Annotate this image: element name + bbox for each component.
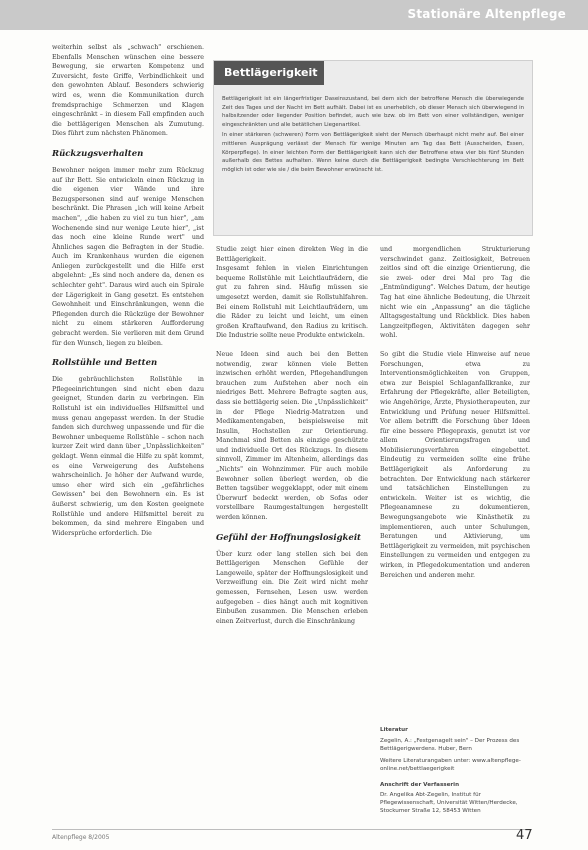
address-title: Anschrift der Verfasserin [380, 782, 460, 788]
footer-publication: Altenpflege 8/2005 [52, 834, 110, 841]
subheading: Rollstühle und Betten [52, 358, 158, 369]
subheading: Gefühl der Hoffnungslosigkeit [216, 532, 361, 543]
page-number: 47 [516, 828, 533, 843]
paragraph: und morgendlichen Strukturierung verschwindet ganz. Zeitlosigkeit, Betreuen zeitlos sind oft die einzige Orientierung, die sie zwei- oder drei Mal pro Tag die „Entmündigung". Welches Datum, der heutige Tag hat eine ähnliche Bedeutung, die Uhrzeit nicht wie ein „Anpassung" an die tägliche Alltagsgestaltung und Rückblick. Dies haben Langzeitpflegen, Aktivitäten dagegen sehr wohl. [380, 246, 530, 340]
paragraph: So gibt die Studie viele Hinweise auf neue Forschungen, etwa zu Interventionsmöglichkeiten von Gruppen, etwa zur Beispiel Schlaganfallkranke, zur Erfahrung der Pflegekräfte, aller Beteiligten, wie Angehörige, Ärzte, Physiotherapeuten, zur Entwicklung und Prüfung neuer Hilfsmittel. Vor allem betrifft die Forschung über Ideen für eine bessere Pflegepraxis, genutzt ist vor allem Orientierungsfragen und Mobilisierungsverfahren eingebettet. Eindeutig zu vermeiden sollte eine frühe Bettlägerigkeit als Anforderung zu betrachten. Der Entwicklung nach stärkerer und tatsächlichen Einstellungen zu entwickeln. Weiter ist es wichtig, die Pflegeanamnese zu dokumentieren, Bewegungsangebote wie Kinästhetik zu implementieren, auch unter Schulungen, Beratungen und Aktivierung, um Bettlägerigkeit zu vermeiden, mit psychischen Einstellungen zu vermeiden und entgegen zu wirken, in Pflegedokumentation und anderen Bereichen und anderen mehr. [380, 350, 530, 579]
header-bar [0, 0, 588, 30]
literature-title: Literatur [380, 727, 408, 733]
definition-paragraph: Bettlägerigkeit ist ein längerfristiger Daseinszustand, bei dem sich der betroffene Mensch die überwiegende Zeit des Tages und der Nacht im Bett aufhält. Dabei ist es unerheblich, ob dieser Mensch sich überwiegend in halbsitzender oder liegender Position befindet, auch wie bzw. ob im Bett von einer vollständigen, weniger eingeschränkten und alle betätlichen Liegenartikel. [222, 96, 524, 128]
definition-box-text [222, 95, 524, 176]
paragraph: Über kurz oder lang stellen sich bei den Bettlägerigen Menschen Gefühle der Langeweile, später der Hoffnungslosigkeit und Verzweiflung ein. Die Zeit wird nicht mehr gemessen, Fernsehen, Lesen usw. werden aufgegeben – dies hängt auch mit kognitiven Einbußen zusammen. Die Menschen erleben einen Zeitverlust, durch die Einschränkung [216, 550, 368, 625]
literature-entry: Weitere Literaturangaben unter: www.altenpflege-online.net/bettlaegerigkeit [380, 758, 521, 772]
definition-box [213, 60, 533, 236]
text-column-2 [216, 245, 368, 626]
paragraph: Neue Ideen sind auch bei den Betten notwendig, zwar können viele Betten inzwischen erhöht werden, Pflegehandlungen brauchen zum Aufstehen aber noch ein niedriges Bett. Mehrere Befragte sagten aus, dass sie bettlägerig seien. Die „Unpässlichkeit" in der Pflege Niedrig-Matratzen und Medikamentengaben, beispielsweise mit Insulin, Hochstellen zur Orientierung. Manchmal sind Betten als einzige geschützte und individuelle Ort des Rückzugs. In diesem sinnvoll, Zimmer im Altenheim, allerdings das „Nichts" ein Wohnzimmer. Für auch mobile Bewohner sollen überlegt werden, ob die Betten tagsüber weggeklappt, oder mit einem Überwurf bedeckt werden, ob Sofas oder vorstellbare Raumgestaltungen hergestellt werden können. [216, 350, 368, 522]
paragraph: weiterhin selbst als „schwach" erschienen. Ebenfalls Menschen wünschen eine bessere Bewegung, sie erwarten Kompetenz und Zuversicht, feste Griffe, Verbindlichkeit und den gewohnten Ablauf. Besonders schwierig wird es, wenn die Kommunikation durch fremdsprachige Schmerzen und Klagen eingeschränkt – in diesem Fall empfinden auch die bettlägerigen Menschen als Zumutung. Dies führt zum nächsten Phänomen. [52, 44, 204, 138]
paragraph: Studie zeigt hier einen direkten Weg in die Bettlägerigkeit. Insgesamt fehlen in vielen Einrichtungen bequeme Rollstühle mit Leichtlaufrädern, die gut zu fahren sind. Häufig müssen sie umgesetzt werden, damit sie Rollstuhlfahren. Bei einem Rollstuhl mit Leichtlaufrädern, um die Räder zu leicht und leicht, um einen großen Kraftaufwand, den Radius zu kritisch. Die Industrie sollte neue Produkte entwickeln. [216, 246, 368, 340]
footer-divider [52, 829, 532, 830]
definition-paragraph: In einer stärkeren (schweren) Form von Bettlägerigkeit sieht der Mensch überhaupt nicht mehr auf. Bei einer mittleren Ausprägung verlässt der Mensch für wenige Minuten am Tag das Bett (Ausscheiden, Essen, Körperpflege). In einer leichten Form der Bettlägerigkeit kann sich der Betroffene etwa vier bis fünf Stunden außerhalb des Bettes aufhalten. Wenn keine durch die Bettlägerigkeit bedingte Verschlechterung im Bett möglich ist oder wie sie / die beim Bewohner erwünscht ist. [222, 132, 524, 173]
literature-entry: Zegelin, A.: „Festgenagelt sein" – Der Prozess des Bettlägerigwerdens. Huber, Bern [380, 738, 520, 752]
author-address: Dr. Angelika Abt-Zegelin, Institut für Pflegewissenschaft, Universität Witten/Herdecke, Stockumer Straße 12, 58453 Witten [380, 792, 518, 814]
text-column-3 [380, 245, 530, 580]
paragraph: Die gebräuchlichsten Rollstühle in Pflegeeinrichtungen sind nicht eben dazu geeignet, Stunden darin zu verbringen. Ein Rollstuhl ist ein individuelles Hilfsmittel und muss genau angepasst werden. In der Studie fanden sich durchweg unpassende und für die Bewohner unbequeme Rollstühle – schon nach kurzer Zeit wird dann über „Unpässlichkeiten" geklagt. Wenn einmal die Hilfe zu spät kommt, es eine Verweigerung des Aufstehens wahrscheinlich. Je höher der Aufwand wurde, umso eher wird sich ein „gefährliches Gewissen" bei den Bewohnern ein. Es ist äußerst schwierig, um den Kosten geeignete Rollstühle und andere Hilfsmittel bereit zu bekommen, da sind mehrere Eingaben und Widersprüche erforderlich. Die [52, 376, 204, 537]
text-column-1 [52, 43, 204, 538]
section-title: Stationäre Altenpflege [407, 7, 566, 21]
subheading: Rückzugsverhalten [52, 148, 144, 159]
definition-box-title: Bettlägerigkeit [214, 61, 324, 85]
paragraph: Bewohner neigen immer mehr zum Rückzug auf ihr Bett. Sie entwickeln einen Rückzug in die eigenen vier Wände und ihre Bezugspersonen sind auf wenige Menschen beschränkt. Die Phrasen „ich will keine Arbeit machen", „die haben zu viel zu tun hier", „am Wochenende sind nur wenige Leute hier", „ist das noch eine kleine Runde wert" und Ähnliches sagen die Befragten in der Studie. Auch im Krankenhaus wurden die eigenen Anliegen zurückgestellt und die Hilfe erst abgelehnt: „Es sind noch andere da, denen es schlechter geht". Daraus wird auch ein Spirale der Lägerigkeit in Gang gesetzt. Es entstehen Gewohnheit und Einschränkungen, wenn die Pflegenden durch die Rückzüge der Bewohner nicht zu einem stärkeren Aufforderung gebracht werden. Sie verlieren mit dem Grund für den Wunsch, liegen zu bleiben. [52, 166, 204, 347]
literature-box [380, 726, 530, 815]
